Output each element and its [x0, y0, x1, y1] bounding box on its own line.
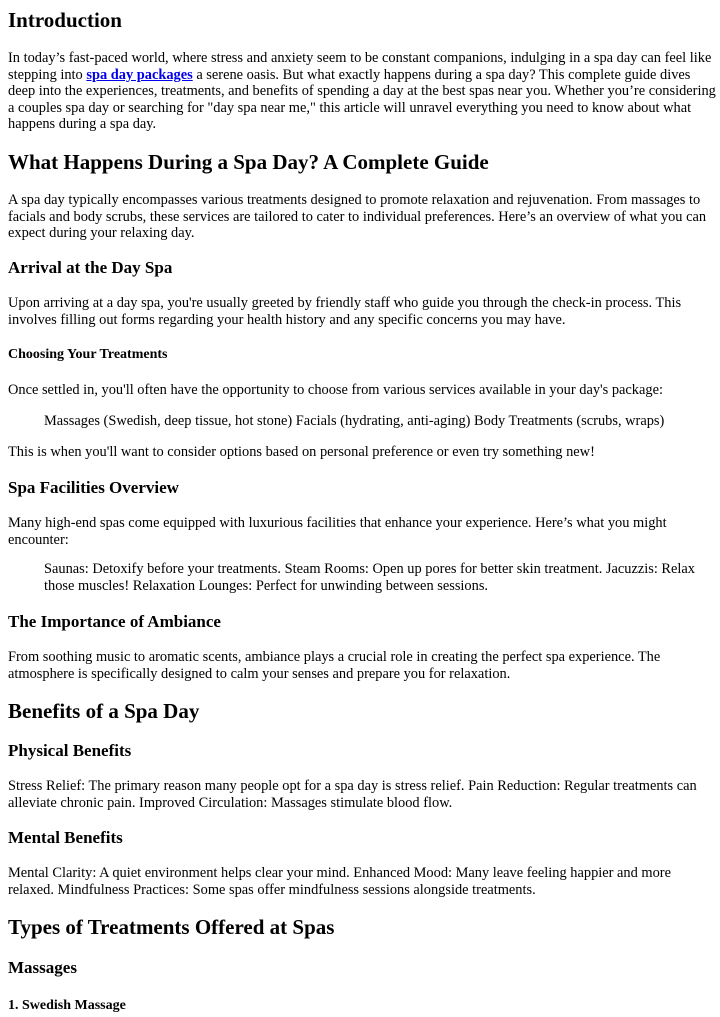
heading-benefits: Benefits of a Spa Day — [8, 699, 200, 723]
heading-introduction: Introduction — [8, 8, 122, 32]
treatments-list: Massages (Swedish, deep tissue, hot stone) Facials (hydrating, anti-aging) Body Treatments (scrubs, wraps) — [44, 413, 665, 429]
heading-mental-benefits: Mental Benefits — [8, 828, 123, 847]
mental-benefits-paragraph: Mental Clarity: A quiet environment helps clear your mind. Enhanced Mood: Many leave feeling happier and more relaxed. Mindfulness Practices: Some spas offer mindfulness sessions alongside treatments. — [8, 865, 671, 898]
choosing-paragraph-2: This is when you'll want to consider options based on personal preference or even try something new! — [8, 444, 595, 460]
intro-text-before: In today’s fast-paced world, where stress and anxiety seem to be constant companions, indulging in a spa day can feel like stepping into — [8, 50, 712, 83]
heading-ambiance: The Importance of Ambiance — [8, 612, 221, 631]
heading-arrival: Arrival at the Day Spa — [8, 258, 173, 277]
intro-text-after: a serene oasis. But what exactly happens during a spa day? This complete guide dives deep into the experiences, treatments, and benefits of spending a day at the best spas near you. Whether you’re considering a couples spa day or searching for "day spa near me," this article will unravel everything you need to know about what happens during a spa day. — [8, 66, 716, 132]
choosing-paragraph: Once settled in, you'll often have the opportunity to choose from various services available in your day's package: — [8, 382, 663, 398]
heading-physical-benefits: Physical Benefits — [8, 741, 132, 760]
spa-day-packages-link[interactable]: spa day packages — [86, 66, 193, 83]
facilities-list: Saunas: Detoxify before your treatments. Steam Rooms: Open up pores for better skin treatment. Jacuzzis: Relax those muscles! Relaxation Lounges: Perfect for unwinding between sessions. — [44, 561, 696, 594]
heading-facilities: Spa Facilities Overview — [8, 478, 179, 497]
guide-paragraph: A spa day typically encompasses various treatments designed to promote relaxation and rejuvenation. From massages to facials and body scrubs, these services are tailored to cater to individual preferences. Here’s an overview of what you can expect during your relaxing day. — [8, 192, 707, 241]
heading-choosing-treatments: Choosing Your Treatments — [8, 347, 168, 362]
facilities-paragraph: Many high-end spas come equipped with luxurious facilities that enhance your experience. Here’s what you might encounter: — [8, 515, 667, 548]
heading-massages: Massages — [8, 958, 77, 977]
intro-paragraph — [8, 50, 716, 133]
heading-swedish-massage: 1. Swedish Massage — [8, 998, 126, 1013]
physical-benefits-paragraph: Stress Relief: The primary reason many people opt for a spa day is stress relief. Pain Reduction: Regular treatments can alleviate chronic pain. Improved Circulation: Massages stimulate blood flow. — [8, 778, 697, 811]
ambiance-paragraph: From soothing music to aromatic scents, ambiance plays a crucial role in creating the perfect spa experience. The atmosphere is specifically designed to calm your senses and prepare you for relaxation. — [8, 649, 661, 682]
arrival-paragraph: Upon arriving at a day spa, you're usually greeted by friendly staff who guide you through the check-in process. This involves filling out forms regarding your health history and any specific concerns you may have. — [8, 295, 682, 328]
heading-types-of-treatments: Types of Treatments Offered at Spas — [8, 915, 335, 939]
heading-complete-guide: What Happens During a Spa Day? A Complete Guide — [8, 150, 489, 174]
